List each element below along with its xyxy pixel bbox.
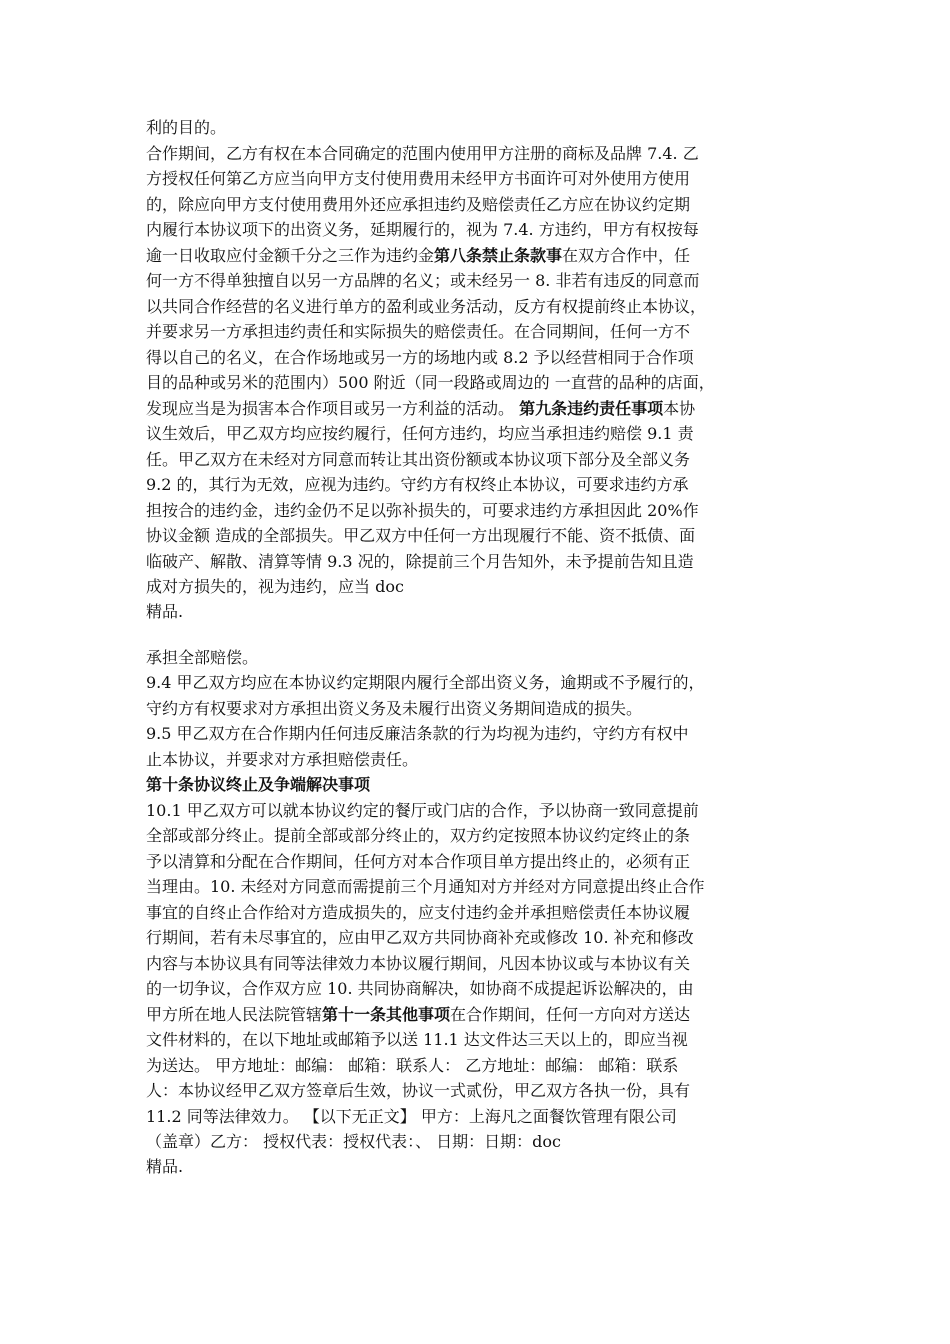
text-segment: 11.2 同等法律效力。 【以下无正文】 甲方：上海凡之面餐饮管理有限公司 (146, 1106, 677, 1126)
text-line (146, 243, 836, 269)
text-line (146, 823, 836, 849)
section-heading: 第十一条其他事项 (322, 1004, 451, 1024)
text-segment: 的，除应向甲方支付使用费用外还应承担违约及赔偿责任乙方应在协议约定期 (146, 194, 691, 214)
text-segment: 文件材料的，在以下地址或邮箱予以送 11.1 达文件达三天以上的，即应当视 (146, 1030, 688, 1049)
text-line (146, 166, 836, 192)
text-segment: 9.5 甲乙双方在合作期内任何违反廉洁条款的行为均视为违约，守约方有权中 (146, 724, 689, 743)
contract-text-block-2 (146, 645, 836, 1155)
text-line (146, 1002, 836, 1028)
text-segment: 逾一日收取应付金额千分之三作为违约金 (146, 245, 435, 265)
text-segment: 成对方损失的，视为违约，应当 doc (146, 577, 404, 596)
text-segment: 合作期间，乙方有权在本合同确定的范围内使用甲方注册的商标及品牌 7.4. 乙 (146, 143, 699, 163)
text-segment: 全部或部分终止。提前全部或部分终止的，双方约定按照本协议约定终止的条 (146, 826, 691, 845)
text-segment: 以共同合作经营的名义进行单方的盈利或业务活动，反方有权提前终止本协议， (146, 296, 707, 316)
text-line (146, 951, 836, 977)
text-segment: 并要求另一方承担违约责任和实际损失的赔偿责任。在合同期间，任何一方不 (146, 322, 691, 341)
text-segment: 内容与本协议具有同等法律效力本协议履行期间，凡因本协议或与本协议有关 (146, 953, 691, 973)
text-segment: 利的目的。 (146, 118, 227, 137)
text-segment: 承担全部赔偿。 (146, 647, 259, 667)
text-segment: 守约方有权要求对方承担出资义务及未履行出资义务期间造成的损失。 (146, 698, 643, 718)
text-segment: 得以自己的名义，在合作场地或另一方的场地内或 8.2 予以经营相同于合作项 (146, 347, 694, 367)
text-line (146, 1104, 836, 1130)
text-line (146, 645, 836, 671)
text-line (146, 874, 836, 900)
text-segment: 甲方所在地人民法院管辖 (146, 1004, 323, 1024)
text-line (146, 421, 836, 447)
page-footer-mark: 精品. (146, 1156, 184, 1176)
text-line (146, 721, 836, 747)
text-line (146, 370, 836, 396)
text-segment: 在双方合作中，任 (562, 245, 691, 265)
text-line (146, 498, 836, 524)
text-segment: （盖章）乙方： 授权代表：授权代表：、 日期：日期：doc (146, 1132, 562, 1151)
document-page (146, 115, 836, 1179)
text-segment: 临破产、解散、清算等情 9.3 况的，除提前三个月告知外，未予提前告知且造 (146, 551, 694, 571)
text-segment: 为送达。 甲方地址：邮编： 邮箱：联系人： 乙方地址：邮编： 邮箱：联系 (146, 1055, 679, 1075)
text-segment: 担按合的违约金，违约金仍不足以弥补损失的，可要求违约方承担因此 20%作 (146, 500, 699, 520)
text-line (146, 1129, 836, 1155)
text-segment: 本协 (663, 398, 696, 418)
section-heading: 第八条禁止条款事 (434, 245, 563, 265)
text-line (146, 396, 836, 422)
text-line (146, 574, 836, 600)
text-segment: 行期间，若有未尽事宜的，应由甲乙双方共同协商补充或修改 10. 补充和修改 (146, 928, 694, 947)
text-line (146, 925, 836, 951)
text-line (146, 798, 836, 824)
text-line (146, 747, 836, 773)
text-segment: 的一切争议，合作双方应 10. 共同协商解决，如协商不成提起诉讼解决的，由 (146, 979, 694, 998)
text-line (146, 549, 836, 575)
text-segment: 止本协议，并要求对方承担赔偿责任。 (146, 749, 419, 769)
text-line (146, 217, 836, 243)
text-line (146, 141, 836, 167)
text-line (146, 268, 836, 294)
text-segment: 议生效后，甲乙双方均应按约履行，任何方违约，均应当承担违约赔偿 9.1 责 (146, 424, 694, 443)
text-line (146, 1027, 836, 1053)
text-line (146, 345, 836, 371)
text-segment: 协议金额 造成的全部损失。甲乙双方中任何一方出现履行不能、资不抵债、面 (146, 526, 696, 545)
text-line (146, 192, 836, 218)
text-segment: 发现应当是为损害本合作项目或另一方利益的活动。 (146, 398, 520, 418)
text-line (146, 447, 836, 473)
text-line (146, 976, 836, 1002)
text-segment: 当理由。10. 未经对方同意而需提前三个月通知对方并经对方同意提出终止合作 (146, 877, 705, 896)
text-segment: 目的品种或另米的范围内）500 附近（同一段路或周边的 一直营的品种的店面， (146, 373, 715, 392)
text-line (146, 1078, 836, 1104)
text-line (146, 772, 836, 798)
text-segment: 何一方不得单独擅自以另一方品牌的名义；或未经另一 8. 非若有违反的同意而 (146, 271, 700, 290)
text-line (146, 319, 836, 345)
section-heading: 第九条违约责任事项 (519, 398, 664, 418)
text-line (146, 849, 836, 875)
text-segment: 9.4 甲乙双方均应在本协议约定期限内履行全部出资义务，逾期或不予履行的， (146, 673, 705, 692)
text-segment: 予以清算和分配在合作期间，任何方对本合作项目单方提出终止的，必须有正 (146, 851, 691, 871)
text-segment: 在合作期间，任何一方向对方送达 (450, 1004, 691, 1024)
text-line (146, 1053, 836, 1079)
text-segment: 人：本协议经甲乙双方签章后生效，协议一式贰份，甲乙双方各执一份，具有 (146, 1081, 691, 1100)
text-segment: 事宜的自终止合作给对方造成损失的，应支付违约金并承担赔偿责任本协议履 (146, 902, 691, 922)
text-line (146, 294, 836, 320)
text-line (146, 523, 836, 549)
text-segment: 内履行本协议项下的出资义务，延期履行的，视为 7.4. 方违约，甲方有权按每 (146, 220, 699, 239)
text-line (146, 115, 836, 141)
section-heading: 第十条协议终止及争端解决事项 (146, 775, 371, 794)
text-line (146, 670, 836, 696)
contract-text-block-1 (146, 115, 836, 600)
text-segment: 任。甲乙双方在未经对方同意而转让其出资份额或本协议项下部分及全部义务 (146, 449, 691, 469)
page-footer-mark: 精品. (146, 601, 184, 621)
text-segment: 方授权任何第乙方应当向甲方支付使用费用未经甲方书面许可对外使用方使用 (146, 169, 691, 188)
text-line (146, 472, 836, 498)
text-line (146, 900, 836, 926)
text-line (146, 696, 836, 722)
text-segment: 10.1 甲乙双方可以就本协议约定的餐厅或门店的合作，予以协商一致同意提前 (146, 800, 699, 820)
text-segment: 9.2 的，其行为无效，应视为违约。守约方有权终止本协议，可要求违约方承 (146, 475, 689, 494)
